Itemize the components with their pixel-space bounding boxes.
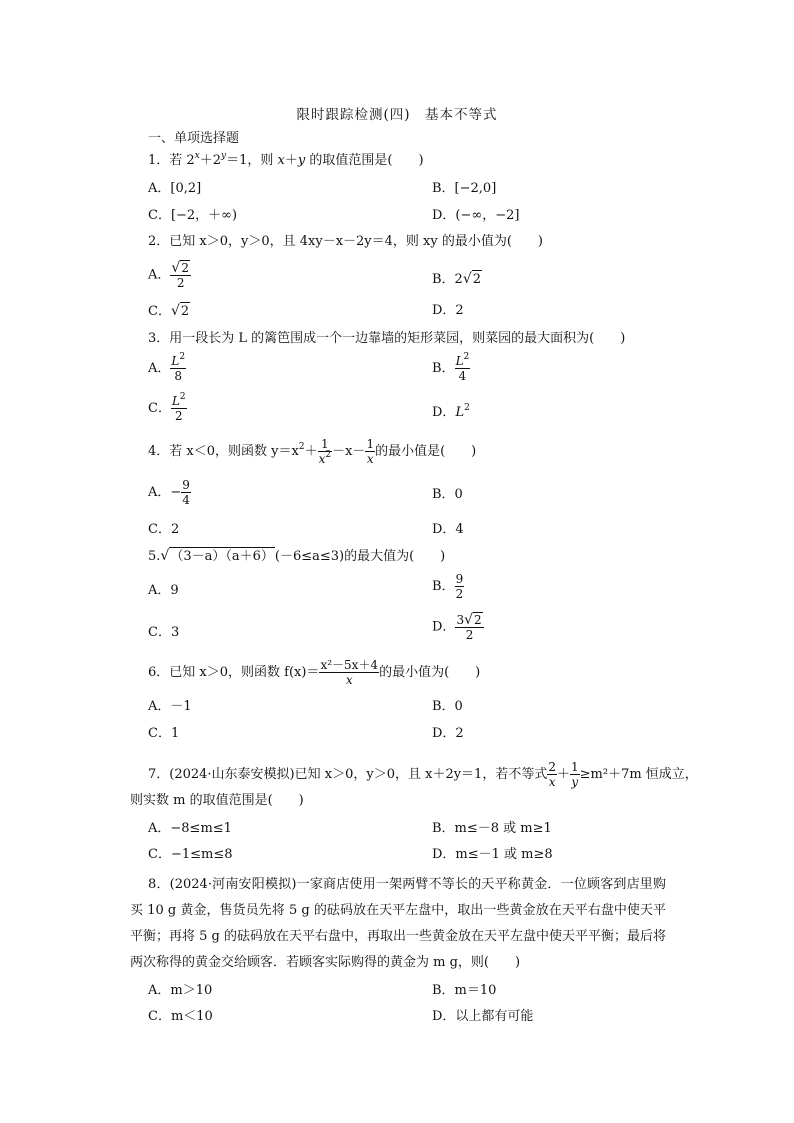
question-1-stem: 1．若 $2^x+2^y=1$，则 x＋y 的取值范围是( ) xyxy=(148,151,424,168)
q7-option-b: B．m≤－8 或 m≥1 xyxy=(432,821,552,836)
q7-option-c: C．−1≤m≤8 xyxy=(148,847,233,862)
question-6-stem: 6．已知 x＞0，则函数 f(x)＝ $\frac{\text{x²－5x＋4}}{x}$ 的最小值为( ) xyxy=(148,658,481,687)
q4-option-b: B．0 xyxy=(432,487,463,502)
q5-option-b: B． $\frac{9}{2}$ xyxy=(432,572,464,601)
question-8-stem: 8．(2024·河南安阳模拟)一家商店使用一架两臂不等长的天平称黄金．一位顾客到店里购买 10 g 黄金，售货员先将 5 g 的砝码放在天平左盘中，取出一些黄金放在天平右盘中使天平平衡；再将 5 g 的砝码放在天平右盘中，再取出一些黄金放在天平左盘中使天平平衡；最后将两次称得的黄金交给顾客．若顾客实际购得的黄金为 m g，则( ) xyxy=(130,877,666,970)
q2-option-c: C．√2 xyxy=(148,303,190,319)
q6-option-c: C．1 xyxy=(148,726,180,741)
q2-option-a: A． $\frac{√2}{2}$ xyxy=(148,260,189,290)
question-3-stem: 3．用一段长为 L 的篱笆围成一个一边靠墙的矩形菜园，则菜园的最大面积为( ) xyxy=(148,331,626,346)
q8-option-b: B．m＝10 xyxy=(432,983,497,998)
q2-option-b: B．2√2 xyxy=(432,271,482,287)
q6-option-d: D．2 xyxy=(432,726,464,741)
q1-option-a: A．[0,2] xyxy=(148,181,202,196)
q3-option-d: D．$L^2$ xyxy=(432,403,470,420)
q8-option-d: D．以上都有可能 xyxy=(432,1009,534,1024)
question-5-stem: 5.√（3－a）（a＋6）(－6≤a≤3)的最大值为( ) xyxy=(148,548,446,564)
question-4-stem: 4．若 x＜0，则函数 $y=x^2+$ $\frac{1}{x^2}$ －x－ $\frac{1}{x}$ 的最小值是( ) xyxy=(148,437,477,466)
q1-option-b: B．[−2,0] xyxy=(432,181,497,196)
q4-option-a: A．− $\frac{9}{4}$ xyxy=(148,478,190,507)
question-2-stem: 2．已知 x＞0，y＞0，且 4xy－x－2y＝4，则 xy 的最小值为( ) xyxy=(148,234,544,249)
q4-option-c: C．2 xyxy=(148,522,180,537)
q5-option-d: D． $\frac{3√2}{2}$ xyxy=(432,612,482,642)
q7-option-d: D．m≤－1 或 m≥8 xyxy=(432,847,553,862)
question-7-stem-line2: 则实数 m 的取值范围是( ) xyxy=(130,793,304,808)
q3-option-a: A． $\frac{L^2}{8}$ xyxy=(148,352,186,383)
q3-option-c: C． $\frac{L^2}{2}$ xyxy=(148,392,186,423)
q4-option-d: D．4 xyxy=(432,522,464,537)
q1-option-c: C．[−2，＋∞) xyxy=(148,208,238,223)
q1-option-d: D．(−∞，−2] xyxy=(432,208,520,223)
q8-option-c: C．m＜10 xyxy=(148,1009,213,1024)
q2-option-d: D．2 xyxy=(432,303,464,318)
page-title: 限时跟踪检测(四) 基本不等式 xyxy=(296,107,498,123)
q5-option-a: A．9 xyxy=(148,583,179,598)
q5-option-c: C．3 xyxy=(148,625,180,640)
q3-option-b: B． $\frac{L^2}{4}$ xyxy=(432,352,470,383)
q6-option-a: A．－1 xyxy=(148,699,192,714)
q8-option-a: A．m＞10 xyxy=(148,983,213,998)
question-7-stem: 7．(2024·山东泰安模拟)已知 x＞0，y＞0，且 x＋2y＝1，若不等式 $\frac{2}{x}$ ＋ $\frac{1}{y}$ ≥m²＋7m 恒成立， xyxy=(148,760,698,789)
q6-option-b: B．0 xyxy=(432,699,463,714)
section-heading: 一、单项选择题 xyxy=(148,131,240,146)
q7-option-a: A．−8≤m≤1 xyxy=(148,821,232,836)
